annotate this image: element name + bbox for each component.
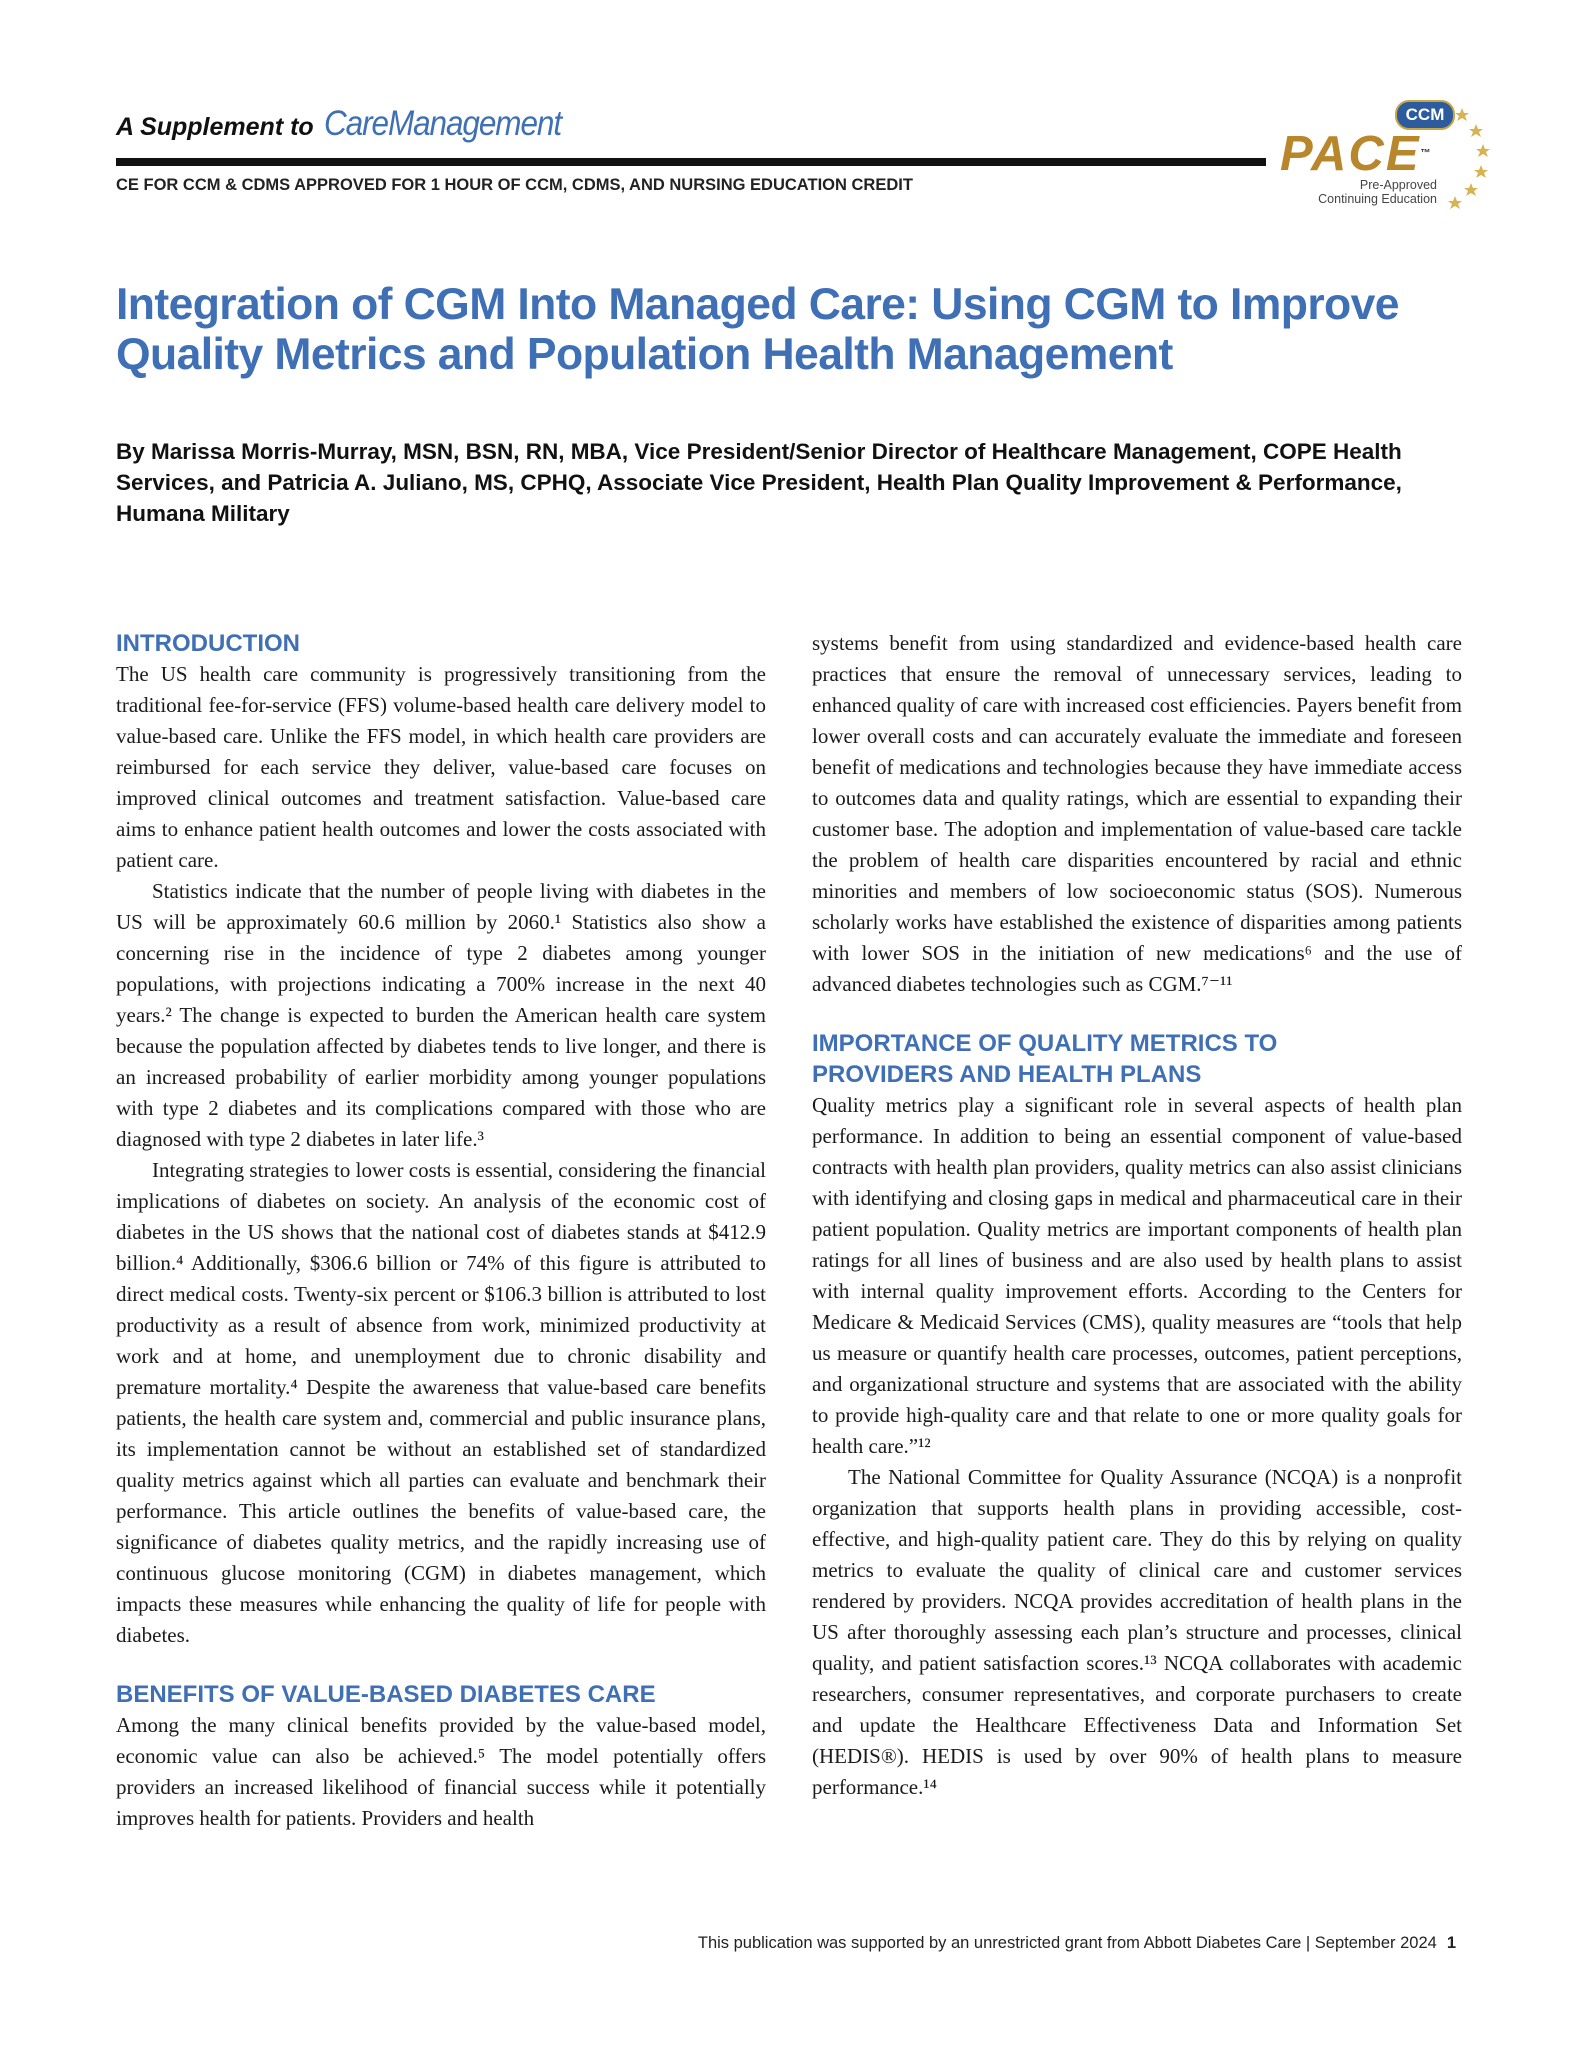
benefits-heading: BENEFITS OF VALUE-BASED DIABETES CARE	[116, 1681, 656, 1708]
importance-heading-line-1: IMPORTANCE OF QUALITY METRICS TO	[812, 1030, 1278, 1057]
brand-logo-text: CareManagement	[324, 104, 562, 143]
page-footer	[116, 1934, 1456, 1953]
intro-paragraph-3: Integrating strategies to lower costs is essential, considering the financial implications of diabetes on society. An analysis of the economic cost of diabetes in the US shows that the national cost of diabetes stands at $412.9 billion.⁴ Additionally, $306.6 billion or 74% of this figure is attributed to direct medical costs. Twenty-six percent or $106.3 billion is attributed to lost productivity as a result of absence from work, minimized productivity at work and at home, and unemployment due to chronic disability and premature mortality.⁴ Despite the awareness that value-based care benefits patients, the health care system and, commercial and public insurance plans, its implementation cannot be without an established set of standardized quality metrics against which all parties can evaluate and benchmark their performance. This article outlines the benefits of value-based care, the significance of diabetes quality metrics, and the rapidly increasing use of continuous glucose monitoring (CGM) in diabetes management, which impacts these measures while enhancing the quality of life for people with diabetes.	[116, 1158, 766, 1647]
importance-heading-line-2: PROVIDERS AND HEALTH PLANS	[812, 1061, 1202, 1088]
importance-heading	[812, 1028, 1462, 1090]
importance-paragraph-1: Quality metrics play a significant role in several aspects of health plan performance. In addition to being an essential component of value-based contracts with health plan providers, quality metrics can also assist clinicians with identifying and closing gaps in medical and pharmaceutical care in their patient population. Quality metrics are important components of health plan ratings for all lines of business and are also used by health plans to assist with internal quality improvement efforts. According to the Centers for Medicare & Medicaid Services (CMS), quality measures are “tools that help us measure or quantify health care processes, outcomes, patient perceptions, and organizational structure and systems that are associated with the ability to provide high-quality care and that relate to one or more quality goals for health care.”¹²	[812, 1093, 1462, 1458]
ce-credit-line: CE FOR CCM & CDMS APPROVED FOR 1 HOUR OF CCM, CDMS, AND NURSING EDUCATION CREDIT	[116, 176, 913, 194]
intro-paragraph-2: Statistics indicate that the number of people living with diabetes in the US will be approximately 60.6 million by 2060.¹ Statistics also show a concerning rise in the incidence of type 2 diabetes among younger populations, with projections indicating a 700% increase in the next 40 years.² The change is expected to burden the American health care system because the population affected by diabetes tends to live longer, and there is an increased probability of earlier morbidity among younger populations with type 2 diabetes and its complications compared with those who are diagnosed with type 2 diabetes in later life.³	[116, 879, 766, 1151]
article-title: Integration of CGM Into Managed Care: Using CGM to Improve Quality Metrics and Population Health Management	[116, 280, 1399, 379]
left-column	[116, 628, 766, 1834]
pace-badge	[1280, 98, 1500, 210]
header-rule	[116, 158, 1266, 166]
article-byline: By Marissa Morris-Murray, MSN, BSN, RN, MBA, Vice President/Senior Director of Healthcare Management, COPE Health Services, and Patricia A. Juliano, MS, CPHQ, Associate Vice President, Health Plan Quality Improvement & Performance, Humana Military	[116, 439, 1402, 526]
importance-paragraph-2: The National Committee for Quality Assurance (NCQA) is a nonprofit organization that supports health plans in providing accessible, cost-effective, and high-quality patient care. They do this by relying on quality metrics to evaluate the quality of clinical care and customer services rendered by providers. NCQA provides accreditation of health plans in the US after thoroughly assessing each plan’s structure and processes, clinical quality, and patient satisfaction scores.¹³ NCQA collaborates with academic researchers, consumer representatives, and corporate purchasers to create and update the Healthcare Effectiveness Data and Information Set (HEDIS®). HEDIS is used by over 90% of health plans to measure performance.¹⁴	[812, 1465, 1462, 1799]
supplement-header	[116, 104, 588, 148]
footer-text: This publication was supported by an unrestricted grant from Abbott Diabetes Care | September 2024	[697, 1934, 1437, 1952]
supplement-prefix: A Supplement to	[116, 113, 314, 141]
pace-logo-text: PACE	[1280, 127, 1421, 181]
intro-paragraph-1: The US health care community is progressively transitioning from the traditional fee-for-service (FFS) volume-based health care delivery model to value-based care. Unlike the FFS model, in which health care providers are reimbursed for each service they deliver, value-based care focuses on improved clinical outcomes and treatment satisfaction. Value-based care aims to enhance patient health outcomes and lower the costs associated with patient care.	[116, 662, 766, 872]
right-column	[812, 628, 1462, 1803]
trademark-mark: ™	[1420, 148, 1433, 159]
benefits-paragraph-1: Among the many clinical benefits provided by the value-based model, economic value can also be achieved.⁵ The model potentially offers providers an increased likelihood of financial success while it potentially improves health for patients. Providers and health	[116, 1713, 766, 1830]
pace-ce-text: Continuing Education	[1318, 192, 1437, 206]
benefits-paragraph-1-continued: systems benefit from using standardized and evidence-based health care practices that ensure the removal of unnecessary services, leading to enhanced quality of care with increased cost efficiencies. Payers benefit from lower overall costs and can accurately evaluate the immediate and foreseen benefit of medications and technologies because they have immediate access to outcomes data and quality ratings, which are essential to expanding their customer base. The adoption and implementation of value-based care tackle the problem of health care disparities encountered by racial and ethnic minorities and members of low socioeconomic status (SOS). Numerous scholarly works have established the existence of disparities among patients with lower SOS in the initiation of new medications⁶ and the use of advanced diabetes technologies such as CGM.⁷⁻¹¹	[812, 631, 1462, 996]
pace-logo	[1280, 128, 1433, 180]
introduction-heading: INTRODUCTION	[116, 630, 300, 657]
pace-preapproved-text: Pre-Approved	[1359, 178, 1437, 192]
ccm-logo: CCM	[1395, 100, 1455, 130]
page-number: 1	[1446, 1934, 1456, 1952]
